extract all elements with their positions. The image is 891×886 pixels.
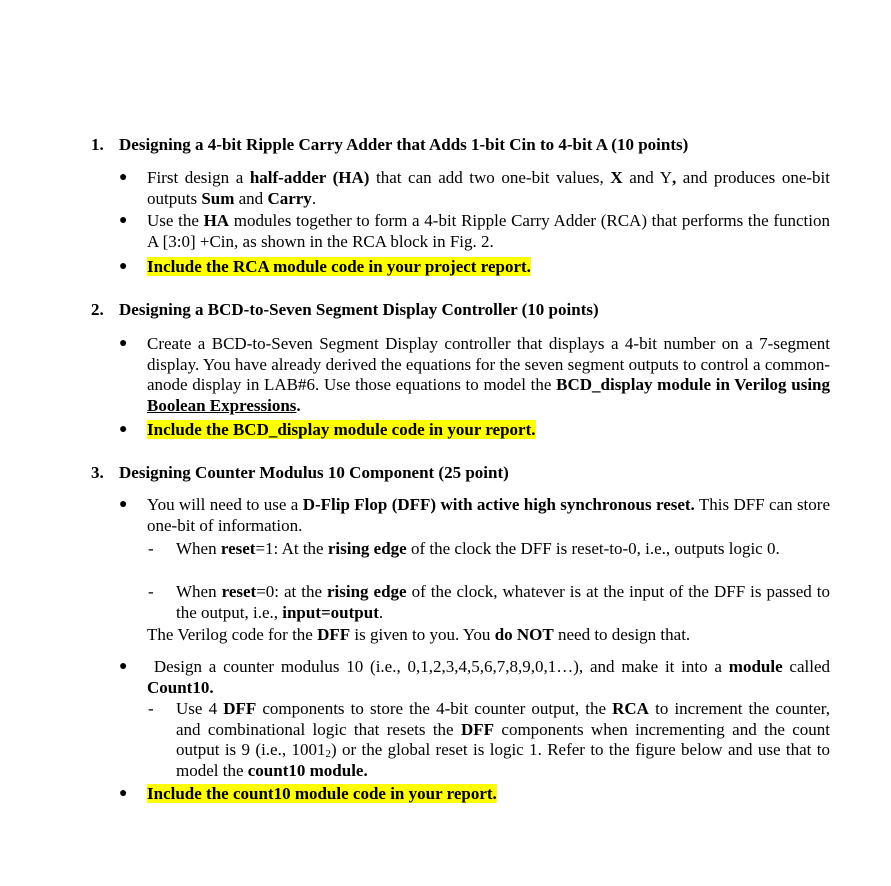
- bold-run: ,: [671, 168, 677, 187]
- bold-run: X: [610, 168, 623, 187]
- text-run: Use 4: [176, 699, 224, 718]
- highlighted-note: Include the count10 module code in your report.: [147, 784, 497, 803]
- section-title: Designing a 4-bit Ripple Carry Adder that Adds 1-bit Cin to 4-bit A (10 points): [119, 135, 689, 154]
- bullet-text: [147, 257, 830, 278]
- text-run: Use the: [147, 211, 204, 230]
- text-run: =0: at the: [256, 582, 327, 601]
- bullet-icon: ●: [119, 170, 128, 185]
- bullet-text: [147, 657, 835, 698]
- bold-run: DFF: [317, 625, 351, 644]
- text-run: modules together to form a 4-bit Ripple Carry Adder (RCA) that performs the function A [3:0] +Cin, as shown in the RCA block in Fig. 2.: [147, 211, 830, 251]
- bullet-icon: ●: [119, 497, 128, 512]
- bullet-icon: ●: [119, 659, 128, 674]
- dash-marker: -: [148, 582, 154, 601]
- dash-marker: -: [148, 539, 154, 558]
- sub-item-text: [176, 539, 830, 560]
- text-run: and produces one-bit outputs: [147, 168, 830, 208]
- bold-run: HA: [203, 211, 230, 230]
- text-run: of the clock the DFF is reset-to-0, i.e., outputs logic 0.: [406, 539, 780, 558]
- text-run: This DFF can store one-bit of information.: [147, 495, 830, 535]
- text-run: called: [782, 657, 835, 676]
- bold-run: reset: [220, 539, 256, 558]
- text-run: =1: At the: [255, 539, 328, 558]
- bullet-text: [147, 420, 830, 441]
- section-number: 3.: [91, 463, 104, 482]
- bullet-icon: ●: [119, 213, 128, 228]
- text-run: is given to you. You: [350, 625, 495, 644]
- bullet-icon: ●: [119, 336, 128, 351]
- text-run: components to store the 4-bit counter output, the: [256, 699, 613, 718]
- bold-run: reset: [221, 582, 257, 601]
- bold-run: Carry: [267, 188, 312, 208]
- bold-run: rising edge: [327, 539, 407, 558]
- bold-run: input=output: [282, 602, 379, 622]
- sub-item-text: [176, 582, 830, 623]
- bullet-icon: ●: [119, 259, 128, 274]
- text-run: that can add two one-bit values,: [369, 168, 611, 187]
- bold-run: Sum: [201, 188, 235, 208]
- bullet-text: [147, 784, 830, 805]
- underlined-run: Boolean Expressions: [147, 395, 297, 415]
- text-run: and Y: [622, 168, 672, 187]
- dash-marker: -: [148, 699, 154, 718]
- text-run: and: [234, 188, 268, 208]
- section-title: Designing Counter Modulus 10 Component (25 point): [119, 463, 509, 482]
- text-run: .: [311, 188, 317, 208]
- bold-run: half-adder (HA): [249, 168, 370, 187]
- dff-note: [147, 625, 830, 646]
- text-run: First design a: [147, 168, 250, 187]
- sub-item-text: [176, 699, 830, 781]
- text-run: You will need to use a: [147, 495, 303, 514]
- subscript: 2: [325, 748, 331, 760]
- bold-run: do NOT: [494, 625, 554, 644]
- bullet-text: [147, 168, 830, 209]
- text-run: .: [378, 602, 384, 622]
- section-number: 2.: [91, 300, 104, 319]
- text-run: The Verilog code for the: [147, 625, 318, 644]
- highlighted-note: Include the BCD_display module code in your report.: [147, 420, 536, 439]
- bullet-icon: ●: [119, 786, 128, 801]
- bullet-text: [147, 211, 830, 252]
- text-run: When: [176, 582, 222, 601]
- text-run: components when incrementing and the count output is 9 (i.e., 1001: [176, 719, 830, 759]
- text-run: ) or the global reset is logic 1. Refer to the figure below and use that to model the: [176, 740, 830, 780]
- text-run: When: [176, 539, 221, 558]
- bold-run: .: [296, 395, 301, 415]
- section-title: Designing a BCD-to-Seven Segment Display Controller (10 points): [119, 300, 599, 319]
- bold-run: DFF: [460, 719, 495, 739]
- bullet-text: [147, 334, 830, 416]
- text-run: of the clock, whatever is at the input of the DFF is passed to the output, i.e.,: [176, 582, 830, 622]
- highlighted-note: Include the RCA module code in your project report.: [147, 257, 531, 276]
- bullet-text: [147, 495, 830, 536]
- bold-run: Count10.: [147, 677, 214, 697]
- text-run: need to design that.: [553, 625, 691, 644]
- bold-run: RCA: [612, 699, 649, 718]
- bold-run: D-Flip Flop (DFF) with active high synchronous reset.: [302, 495, 695, 514]
- text-run: Create a BCD-to-Seven Segment Display controller that displays a 4-bit number on a 7-segment display. You have already derived the equations for the seven segment outputs to control a common-anode display in LAB#6. Use those equations to model the: [147, 334, 830, 394]
- bold-run: DFF: [223, 699, 257, 718]
- text-run: Design a counter modulus 10 (i.e., 0,1,2,3,4,5,6,7,8,9,0,1…), and make it into a: [147, 657, 729, 676]
- text-run: to increment the counter, and combinational logic that resets the: [176, 699, 830, 739]
- bold-run: BCD_display module in Verilog using: [556, 375, 830, 394]
- bold-run: count10 module.: [247, 760, 368, 780]
- bold-run: rising edge: [327, 582, 407, 601]
- section-number: 1.: [91, 135, 104, 154]
- bullet-icon: ●: [119, 422, 128, 437]
- bold-run: module: [728, 657, 783, 676]
